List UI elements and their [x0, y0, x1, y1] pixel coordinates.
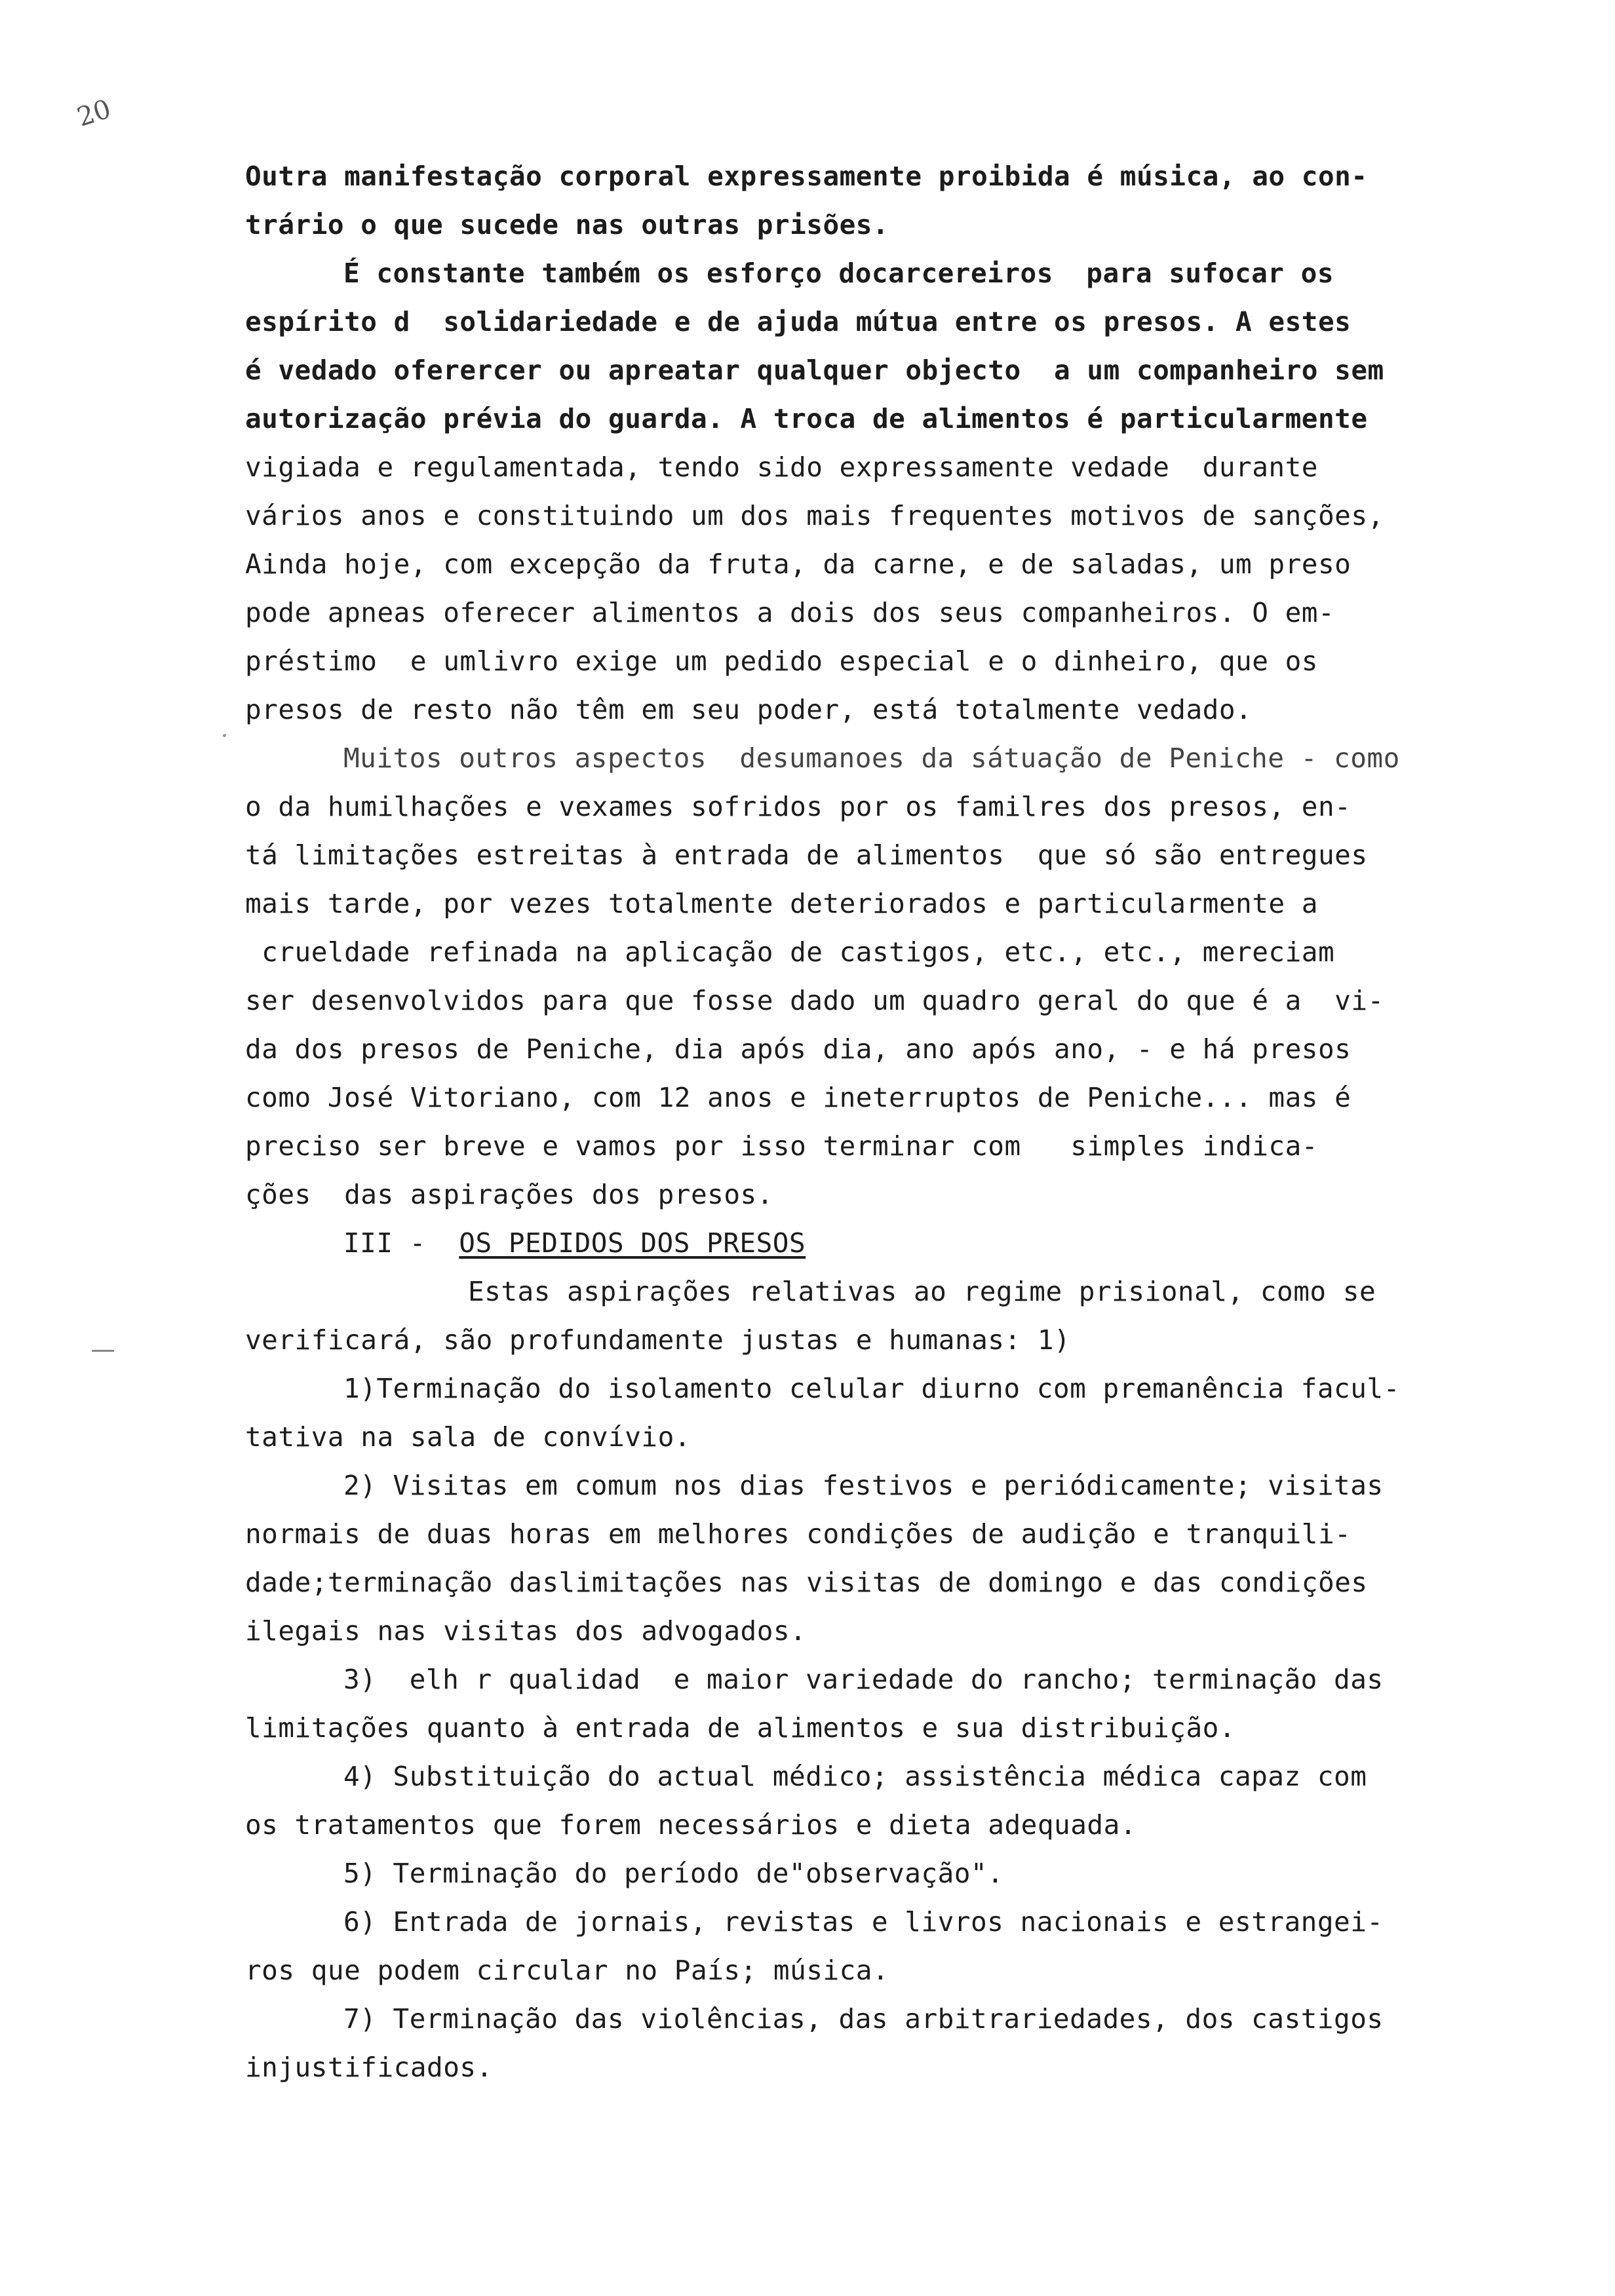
margin-dot — [223, 734, 226, 737]
text-line: injustificados. — [245, 2052, 493, 2083]
text-line: Muitos outros aspectos desumanoes da sátuação de Peniche - como — [343, 742, 1400, 774]
text-line: verificará, são profundamente justas e humanas: 1) — [245, 1324, 1071, 1356]
text-line: os tratamentos que forem necessários e dieta adequada. — [245, 1809, 1137, 1841]
text-line: espírito d solidariedade e de ajuda mútua entre os presos. A estes — [245, 306, 1352, 337]
text-line: mais tarde, por vezes totalmente deteriorados e particularmente a — [245, 888, 1318, 919]
paragraph-1 — [245, 152, 1602, 249]
request-item-7 — [245, 1995, 1602, 2092]
handwritten-page-mark: 20 — [73, 94, 115, 133]
text-line: 6) Entrada de jornais, revistas e livros nacionais e estrangei- — [343, 1906, 1384, 1938]
text-line: dade;terminação daslimitações nas visitas de domingo e das condições — [245, 1567, 1368, 1598]
request-item-2 — [245, 1461, 1602, 1655]
request-item-4 — [245, 1752, 1602, 1849]
text-line: autorização prévia do guarda. A troca de alimentos é particularmente — [245, 403, 1368, 434]
section-intro — [245, 1267, 1602, 1364]
text-line: é vedado oferercer ou apreatar qualquer objecto a um companheiro sem — [245, 354, 1384, 386]
text-line: ções das aspirações dos presos. — [245, 1179, 773, 1210]
text-line: 1)Terminação do isolamento celular diurno com premanência facul- — [343, 1373, 1400, 1404]
text-line: da dos presos de Peniche, dia após dia, ano após ano, - e há presos — [245, 1033, 1352, 1065]
text-line: presos de resto não têm em seu poder, está totalmente vedado. — [245, 694, 1253, 725]
text-line: trário o que sucede nas outras prisões. — [245, 209, 889, 240]
text-line: ser desenvolvidos para que fosse dado um quadro geral do que é a vi- — [245, 985, 1384, 1016]
text-line: como José Vitoriano, com 12 anos e ineterruptos de Peniche... mas é — [245, 1082, 1352, 1113]
text-line: preciso ser breve e vamos por isso terminar com simples indica- — [245, 1130, 1318, 1162]
typed-text-body — [245, 152, 1602, 2092]
text-line: tativa na sala de convívio. — [245, 1421, 691, 1453]
text-line: o da humilhações e vexames sofridos por os familres dos presos, en- — [245, 791, 1352, 822]
text-line: ros que podem circular no País; música. — [245, 1955, 889, 1986]
text-line: tá limitações estreitas à entrada de alimentos que só são entregues — [245, 839, 1368, 871]
text-line: vários anos e constituindo um dos mais frequentes motivos de sanções, — [245, 500, 1384, 531]
section-number: III - — [343, 1227, 426, 1259]
text-line: vigiada e regulamentada, tendo sido expressamente vedade durante — [245, 451, 1318, 483]
request-item-1 — [245, 1364, 1602, 1461]
section-title: OS PEDIDOS DOS PRESOS — [459, 1227, 806, 1259]
request-item-3 — [245, 1655, 1602, 1752]
text-line: 7) Terminação das violências, das arbitrariedades, dos castigos — [343, 2003, 1384, 2035]
paragraph-3 — [245, 734, 1602, 1219]
text-line: 3) elh r qualidad e maior variedade do rancho; terminação das — [343, 1664, 1384, 1695]
text-line: crueldade refinada na aplicação de castigos, etc., etc., mereciam — [245, 936, 1335, 968]
text-line: Estas aspirações relativas ao regime prisional, como se — [468, 1276, 1376, 1307]
text-line: ilegais nas visitas dos advogados. — [245, 1615, 807, 1647]
text-line: pode apneas oferecer alimentos a dois dos seus companheiros. O em- — [245, 597, 1335, 628]
text-line: normais de duas horas em melhores condições de audição e tranquili- — [245, 1518, 1352, 1550]
paragraph-2 — [245, 249, 1602, 734]
text-line: Ainda hoje, com excepção da fruta, da carne, e de saladas, um preso — [245, 548, 1352, 580]
text-line: Outra manifestação corporal expressamente proibida é música, ao con- — [245, 161, 1368, 192]
text-line: limitações quanto à entrada de alimentos e sua distribuição. — [245, 1712, 1236, 1744]
request-item-5 — [245, 1849, 1602, 1898]
section-heading — [245, 1219, 1602, 1267]
text-line: préstimo e umlivro exige um pedido especial e o dinheiro, que os — [245, 645, 1318, 677]
margin-mark — [92, 1350, 114, 1352]
text-line: 5) Terminação do período de"observação". — [343, 1858, 1004, 1889]
text-line: 2) Visitas em comum nos dias festivos e periódicamente; visitas — [343, 1470, 1384, 1501]
request-item-6 — [245, 1898, 1602, 1995]
text-line: É constante também os esforço docarcereiros para sufocar os — [343, 258, 1334, 289]
text-line: 4) Substituição do actual médico; assistência médica capaz com — [343, 1761, 1367, 1792]
